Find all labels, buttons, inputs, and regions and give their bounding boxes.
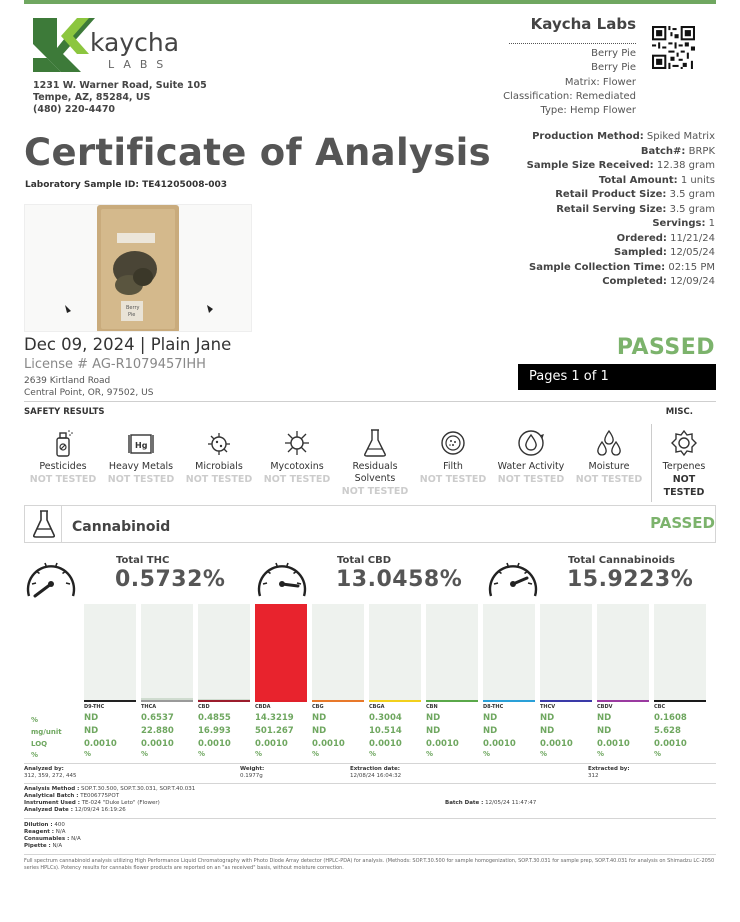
- dotted-divider: [509, 43, 636, 44]
- client-license: License # AG-R1079457IHH: [24, 357, 206, 372]
- result-cell: 0.0010: [426, 739, 459, 749]
- batch-date: Batch Date : 12/05/24 11:47:47: [445, 800, 537, 806]
- gauge-icon: [256, 552, 308, 604]
- client-address: 2639 Kirtland Road Central Point, OR, 97502, US: [24, 376, 154, 398]
- product-info: [503, 47, 636, 118]
- analyte-header: D9-THC: [84, 704, 105, 710]
- microbials-icon: [204, 428, 234, 458]
- safety-test-terpenes: [645, 428, 723, 499]
- analyte-color-bar: [369, 700, 421, 702]
- result-cell: ND: [597, 713, 612, 723]
- safety-test-status: NOT TESTED: [419, 474, 487, 485]
- total-cannabinoids-label: Total Cannabinoids: [568, 555, 675, 566]
- result-cell: 501.267: [255, 726, 294, 736]
- flask-icon: [360, 428, 390, 458]
- row-label: LOQ: [31, 740, 48, 748]
- lab-name: Kaycha Labs: [530, 15, 636, 33]
- analyte-color-bar: [483, 700, 535, 702]
- result-cell: 0.0010: [483, 739, 516, 749]
- unit-cell: %: [540, 750, 548, 758]
- bar-background: [141, 604, 193, 702]
- safety-results-title: SAFETY RESULTS: [24, 407, 105, 417]
- row-label: mg/unit: [31, 728, 62, 736]
- divider: [24, 401, 716, 402]
- weight: Weight: 0.1977g: [240, 766, 265, 779]
- sample-details: [527, 130, 715, 290]
- safety-test-name: Microbials: [195, 461, 243, 472]
- divider: [24, 763, 716, 764]
- bag-label-text-2: Pie: [128, 312, 136, 318]
- result-cell: 0.0010: [597, 739, 630, 749]
- safety-test-heavy-metals: [102, 428, 180, 486]
- logo-subtext: LABS: [108, 58, 173, 71]
- sample-photo: [24, 204, 252, 332]
- result-cell: 0.0010: [540, 739, 573, 749]
- unit-cell: %: [426, 750, 434, 758]
- flask-icon: [33, 510, 55, 538]
- detail-row: Retail Serving Size: 3.5 gram: [556, 203, 715, 215]
- bar-background: [312, 604, 364, 702]
- detail-row: Total Amount: 1 units: [598, 174, 715, 186]
- total-thc-label: Total THC: [116, 555, 170, 566]
- page-title: Certificate of Analysis: [24, 131, 491, 174]
- detail-row: Sample Size Received: 12.38 gram: [526, 160, 715, 171]
- bar-cbda: [255, 604, 307, 702]
- analyte-header: CBDA: [255, 704, 271, 710]
- result-cell: ND: [312, 726, 327, 736]
- safety-test-residuals-solvents: [336, 428, 414, 498]
- result-cell: 0.3004: [369, 713, 402, 723]
- result-cell: 0.1608: [654, 713, 687, 723]
- safety-test-name: Heavy Metals: [108, 461, 174, 472]
- unit-cell: %: [654, 750, 662, 758]
- detail-row: Batch#: BRPK: [640, 145, 715, 157]
- safety-test-name: Terpenes: [662, 461, 706, 472]
- result-cell: ND: [312, 713, 327, 723]
- water-activity-icon: [516, 428, 546, 458]
- result-cell: ND: [597, 726, 612, 736]
- result-cell: ND: [540, 726, 555, 736]
- analyte-color-bar: [654, 700, 706, 702]
- analyzed-by: Analyzed by: 312, 359, 272, 445: [24, 766, 77, 779]
- result-cell: 22.880: [141, 726, 174, 736]
- bar-background: [84, 604, 136, 702]
- result-cell: 0.4855: [198, 713, 231, 723]
- detail-row: Retail Product Size: 3.5 gram: [555, 189, 715, 200]
- safety-test-pesticides: [24, 428, 102, 486]
- bar-background: [540, 604, 592, 702]
- cannabinoid-title: Cannabinoid: [72, 519, 171, 535]
- pesticides-icon: [48, 428, 78, 458]
- product-strain: Berry Pie: [591, 62, 636, 74]
- top-accent-bar: [24, 0, 716, 4]
- safety-test-name: Residuals Solvents: [352, 461, 398, 484]
- result-cell: 14.3219: [255, 713, 294, 723]
- product-classification: Classification: Remediated: [503, 90, 636, 102]
- bar-background: [198, 604, 250, 702]
- qr-code-icon[interactable]: [652, 26, 695, 69]
- analyte-color-bar: [141, 700, 193, 702]
- product-name: Berry Pie: [591, 48, 636, 59]
- filth-icon: [438, 428, 468, 458]
- result-cell: ND: [426, 726, 441, 736]
- analyte-header: CBN: [426, 704, 438, 710]
- unit-cell: %: [84, 750, 92, 758]
- safety-test-name: Mycotoxins: [270, 461, 324, 472]
- extraction-date: Extraction date: 12/08/24 16:04:32: [350, 766, 402, 779]
- sample-id: Laboratory Sample ID: TE41205008-003: [25, 180, 228, 190]
- safety-test-water-activity: [492, 428, 570, 486]
- client-date-name: Dec 09, 2024 | Plain Jane: [24, 335, 232, 354]
- analyte-color-bar: [426, 700, 478, 702]
- result-cell: 0.0010: [654, 739, 687, 749]
- product-type: Type: Hemp Flower: [540, 105, 636, 117]
- unit-cell: %: [255, 750, 263, 758]
- safety-test-status: NOT TESTED: [341, 486, 409, 497]
- result-cell: ND: [483, 713, 498, 723]
- analyte-header: CBGA: [369, 704, 385, 710]
- result-cell: 0.0010: [141, 739, 174, 749]
- result-cell: 16.993: [198, 726, 231, 736]
- result-cell: 0.0010: [198, 739, 231, 749]
- gauge-icon: [25, 552, 77, 604]
- safety-test-status: NOT TESTED: [575, 474, 643, 485]
- lab-address: 1231 W. Warner Road, Suite 105 Tempe, AZ, 85284, US (480) 220-4470: [33, 80, 207, 115]
- total-cannabinoids-value: 15.9223%: [567, 567, 694, 592]
- bar-background: [426, 604, 478, 702]
- result-cell: 0.6537: [141, 713, 174, 723]
- safety-test-status: NOT TESTED: [497, 474, 565, 485]
- result-cell: ND: [84, 713, 99, 723]
- analysis-method-block: Analysis Method : SOP.T.30.500, SOP.T.30.031, SOP.T.40.031 Analytical Batch : TE006775POT Instrument Used : TE-024 "Duke Leto" (Flower) Analyzed Date : 12/09/24 16:19:26: [24, 786, 196, 813]
- analyte-header: CBD: [198, 704, 210, 710]
- safety-test-microbials: [180, 428, 258, 486]
- footnote: Full spectrum cannabinoid analysis utilizing High Performance Liquid Chromatography with Photo Diode Array detector (HPLC-PDA) for analysis. (Methods: SOP.T.30.500 for sample homogenization, SOP.T.30.031 for sample prep, SOP.T.40.031 for analysis on Shimadzu LC-2050 series HPLCs). Potency results for cannabis flower products are reported on an "as received" basis, without moisture correction.: [24, 858, 715, 871]
- safety-test-name: Water Activity: [497, 461, 565, 472]
- bag-label-text: Berry: [126, 305, 140, 311]
- bar-background: [483, 604, 535, 702]
- overall-status-badge: PASSED: [616, 335, 715, 360]
- detail-row: Ordered: 11/21/24: [616, 232, 715, 244]
- unit-cell: %: [369, 750, 377, 758]
- result-cell: 0.0010: [312, 739, 345, 749]
- safety-test-mycotoxins: [258, 428, 336, 486]
- misc-divider: [651, 424, 652, 502]
- analyte-color-bar: [84, 700, 136, 702]
- unit-cell: %: [198, 750, 206, 758]
- analyte-color-bar: [312, 700, 364, 702]
- row-label: %: [31, 716, 39, 724]
- divider: [24, 783, 716, 784]
- result-cell: 10.514: [369, 726, 402, 736]
- analyte-color-bar: [597, 700, 649, 702]
- analyte-color-bar: [540, 700, 592, 702]
- terpenes-icon: [669, 428, 699, 458]
- pages-indicator: Pages 1 of 1: [518, 364, 716, 390]
- result-cell: 0.0010: [369, 739, 402, 749]
- total-cbd-label: Total CBD: [337, 555, 392, 566]
- cannabinoid-bar-chart: [84, 604, 710, 702]
- cannabinoid-header-divider: [61, 505, 62, 543]
- result-cell: ND: [426, 713, 441, 723]
- detail-row: Production Method: Spiked Matrix: [532, 131, 715, 142]
- misc-title: MISC.: [665, 407, 693, 417]
- bar-background: [597, 604, 649, 702]
- safety-test-status: NOT TESTED: [185, 474, 253, 485]
- detail-row: Sample Collection Time: 02:15 PM: [529, 261, 715, 273]
- safety-test-filth: [414, 428, 492, 486]
- safety-test-name: Moisture: [588, 461, 630, 472]
- total-cbd-value: 13.0458%: [336, 567, 463, 592]
- safety-test-status: NOT TESTED: [263, 474, 331, 485]
- result-cell: ND: [483, 726, 498, 736]
- analyte-header: CBG: [312, 704, 324, 710]
- divider: [24, 818, 716, 819]
- result-cell: ND: [540, 713, 555, 723]
- total-thc-value: 0.5732%: [115, 567, 226, 592]
- moisture-icon: [594, 428, 624, 458]
- analyte-color-bar: [198, 700, 250, 702]
- safety-test-status: NOT TESTED: [107, 474, 175, 485]
- analyte-header: THCV: [540, 704, 556, 710]
- unit-cell: %: [312, 750, 320, 758]
- safety-test-name: Filth: [443, 461, 463, 472]
- analyte-header: CBDV: [597, 704, 613, 710]
- unit-cell: %: [597, 750, 605, 758]
- safety-test-moisture: [570, 428, 648, 486]
- mycotoxins-icon: [282, 428, 312, 458]
- unit-cell: %: [483, 750, 491, 758]
- result-cell: ND: [84, 726, 99, 736]
- safety-test-status: NOT TESTED: [29, 474, 97, 485]
- extracted-by: Extracted by: 312: [588, 766, 630, 779]
- detail-row: Sampled: 12/05/24: [614, 247, 715, 258]
- result-cell: 5.628: [654, 726, 681, 736]
- result-cell: 0.0010: [255, 739, 288, 749]
- detail-row: Servings: 1: [652, 218, 715, 229]
- bar-background: [654, 604, 706, 702]
- detail-row: Completed: 12/09/24: [602, 276, 715, 287]
- result-cell: 0.0010: [84, 739, 117, 749]
- unit-cell: %: [141, 750, 149, 758]
- dilution-block: Dilution : 400 Reagent : N/A Consumables : N/A Pipette : N/A: [24, 822, 81, 849]
- analyte-header: THCA: [141, 704, 157, 710]
- product-matrix: Matrix: Flower: [564, 76, 636, 88]
- analyte-color-bar: [255, 700, 307, 702]
- cannabinoid-status-badge: PASSED: [650, 514, 715, 532]
- analyte-header: CBC: [654, 704, 666, 710]
- row-label: %: [31, 751, 39, 759]
- bar-background: [369, 604, 421, 702]
- heavy-metals-icon: [126, 428, 156, 458]
- analyte-header: D8-THC: [483, 704, 504, 710]
- svg-text:Hg: Hg: [135, 441, 148, 450]
- safety-test-name: Pesticides: [39, 461, 87, 472]
- divider: [24, 854, 716, 855]
- gauge-icon: [487, 552, 539, 604]
- safety-test-status: NOT TESTED: [663, 474, 705, 498]
- logo-text: kaycha: [90, 28, 180, 57]
